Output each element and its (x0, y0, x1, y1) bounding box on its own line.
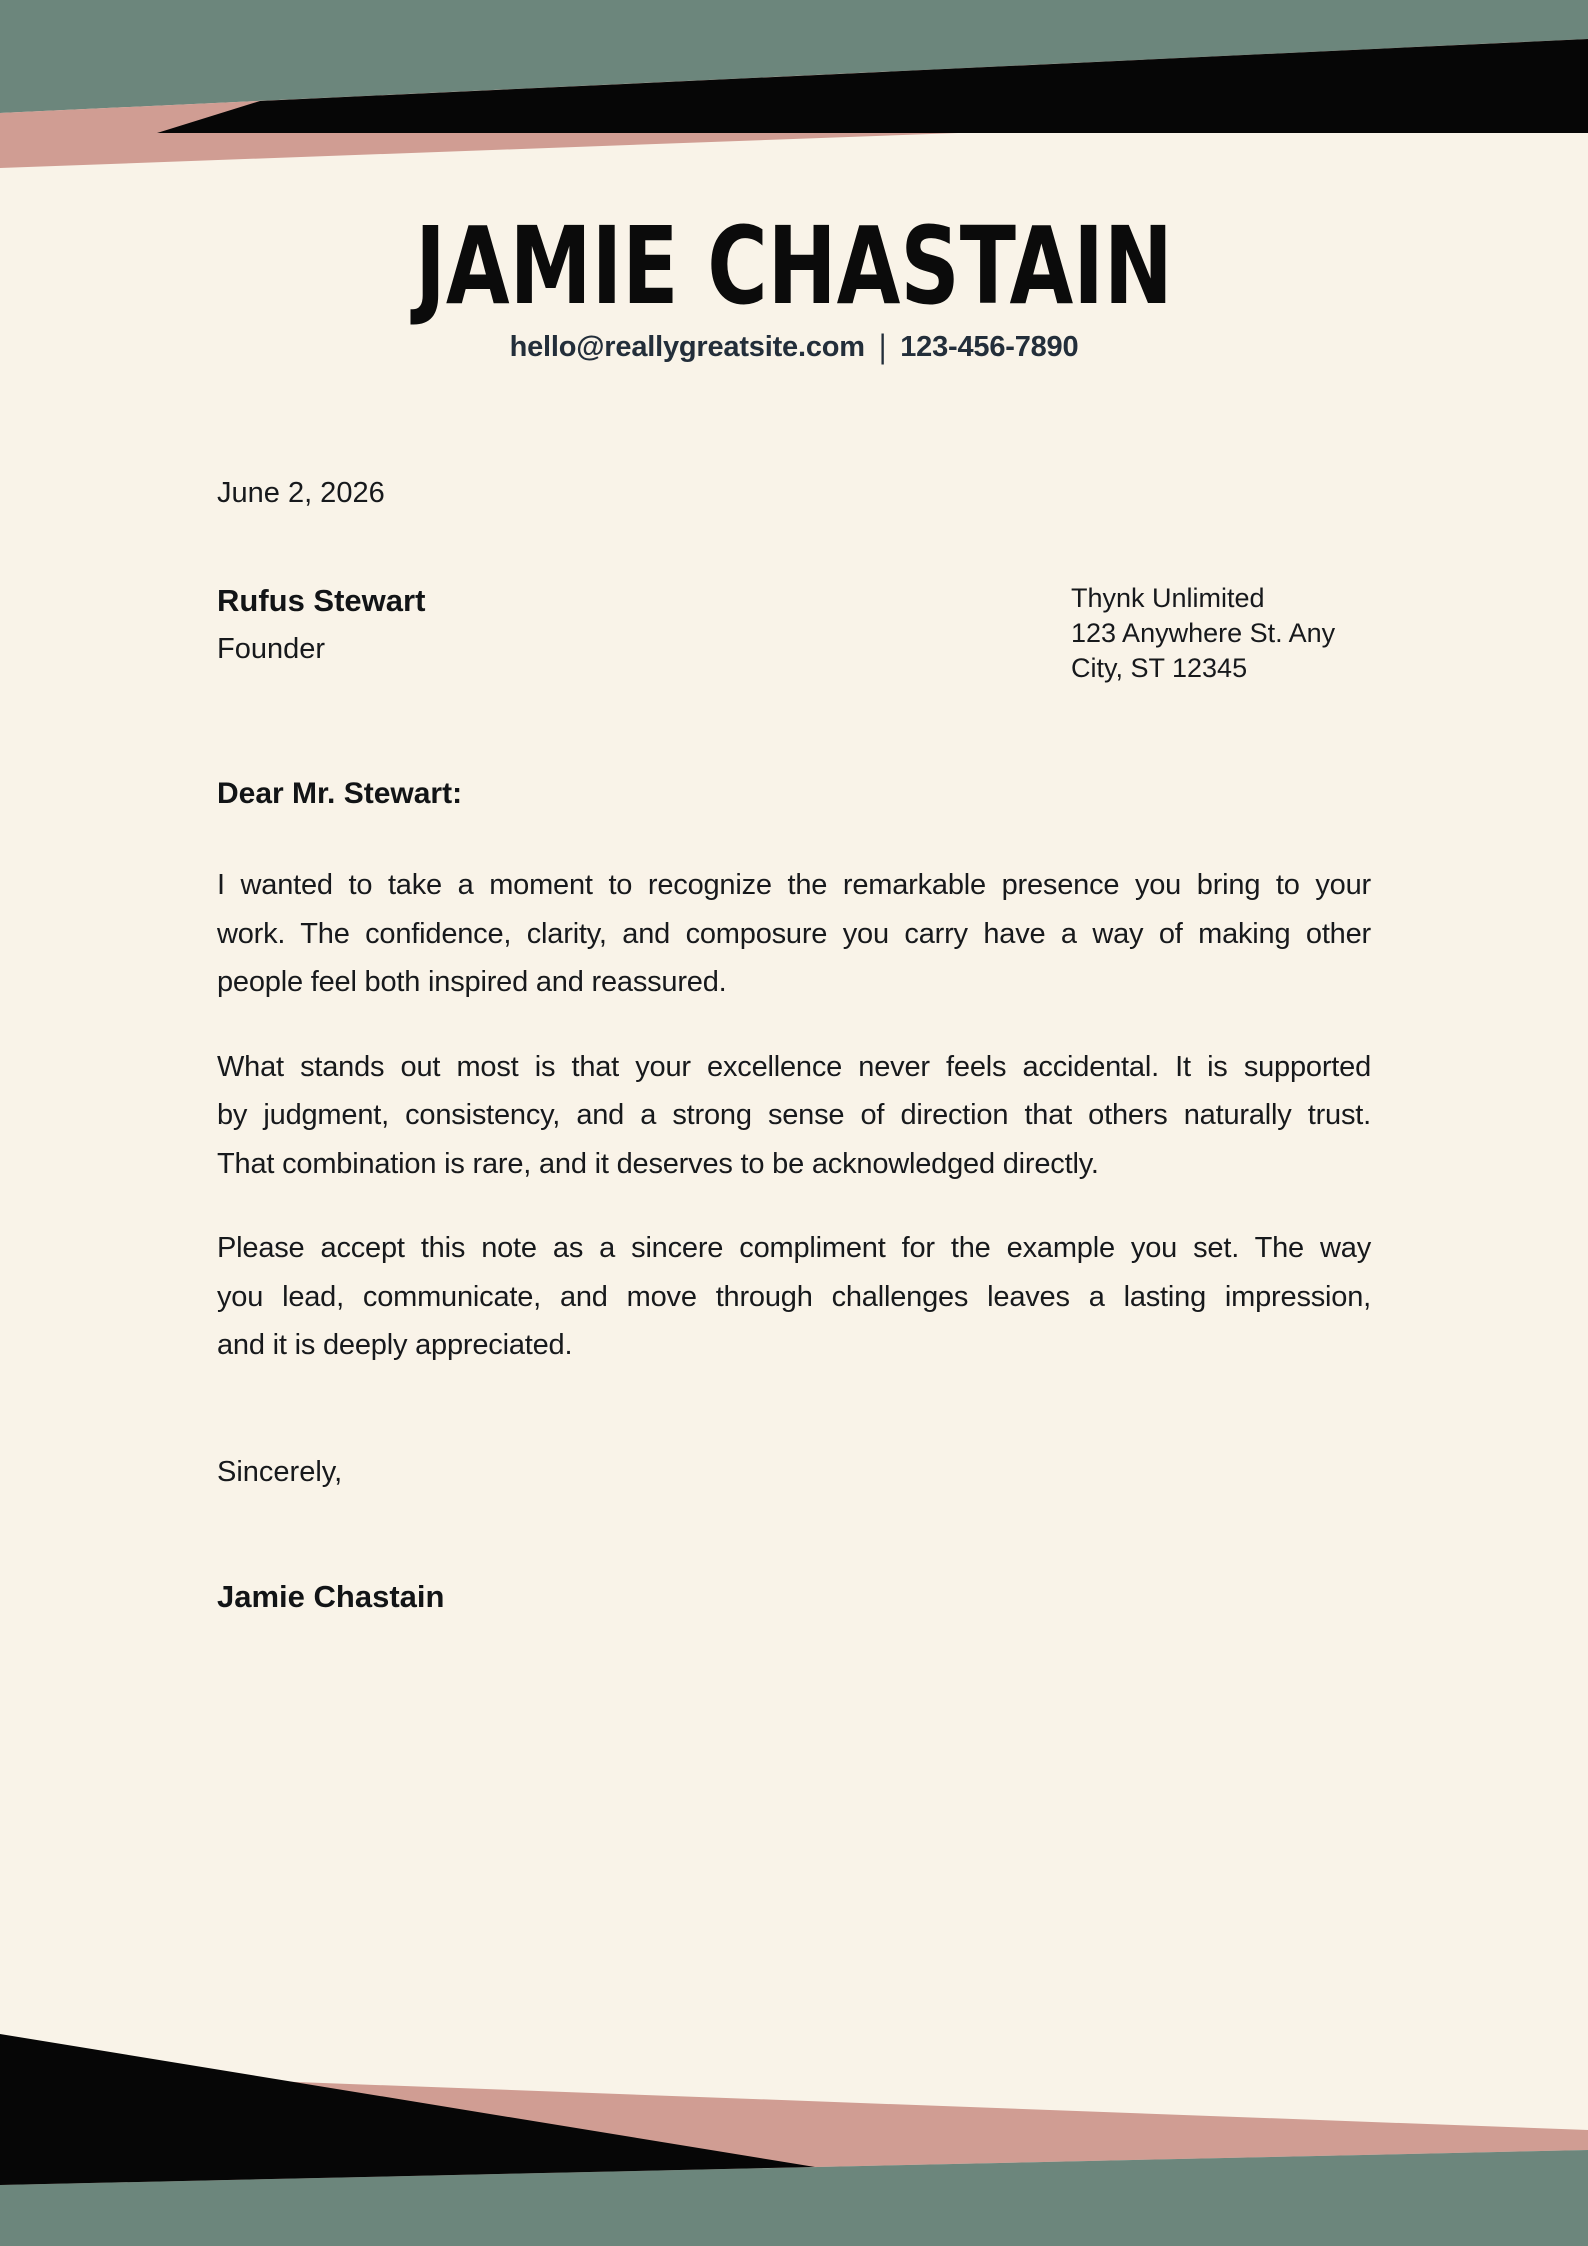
closing: Sincerely, (217, 1455, 343, 1488)
body-paragraph-3 (217, 1224, 1371, 1370)
letter-date: June 2, 2026 (217, 477, 385, 509)
text-line: by judgment, consistency, and a strong sense of direction that others naturally trust. (217, 1099, 1371, 1131)
body-paragraph-1 (217, 861, 1371, 1007)
text-line: I wanted to take a moment to recognize the remarkable presence you bring to your (217, 869, 1371, 901)
text-line: people feel both inspired and reassured. (217, 966, 727, 998)
recipient-info (217, 581, 425, 669)
recipient-block (217, 581, 1371, 686)
contact-separator: | (878, 328, 887, 366)
text-line: That combination is rare, and it deserves to be acknowledged directly. (217, 1147, 1099, 1180)
recipient-name: Rufus Stewart (217, 583, 426, 618)
text-line: City, ST 12345 (1071, 653, 1248, 683)
text-line: 123 Anywhere St. Any (1071, 618, 1336, 648)
text-line: work. The confidence, clarity, and composure you carry have a way of making other (217, 917, 1371, 950)
contact-line (217, 329, 1371, 365)
recipient-title: Founder (217, 633, 326, 665)
body-paragraph-2 (217, 1043, 1371, 1189)
company-address (1071, 581, 1371, 686)
sender-name-title: JAMIE CHASTAIN (415, 205, 1173, 329)
text-line: you lead, communicate, and move through challenges leaves a lasting impression, (217, 1280, 1371, 1313)
text-line: Please accept this note as a sincere compliment for the example you set. The way (217, 1232, 1371, 1264)
letterhead (217, 205, 1371, 329)
signature-name: Jamie Chastain (217, 1578, 445, 1614)
sender-phone: 123-456-7890 (900, 331, 1079, 363)
text-line: and it is deeply appreciated. (217, 1329, 573, 1361)
text-line: Thynk Unlimited (1071, 583, 1265, 613)
salutation: Dear Mr. Stewart: (217, 777, 463, 810)
text-line: What stands out most is that your excellence never feels accidental. It is supported (217, 1050, 1371, 1083)
sender-email: hello@reallygreatsite.com (509, 331, 865, 363)
